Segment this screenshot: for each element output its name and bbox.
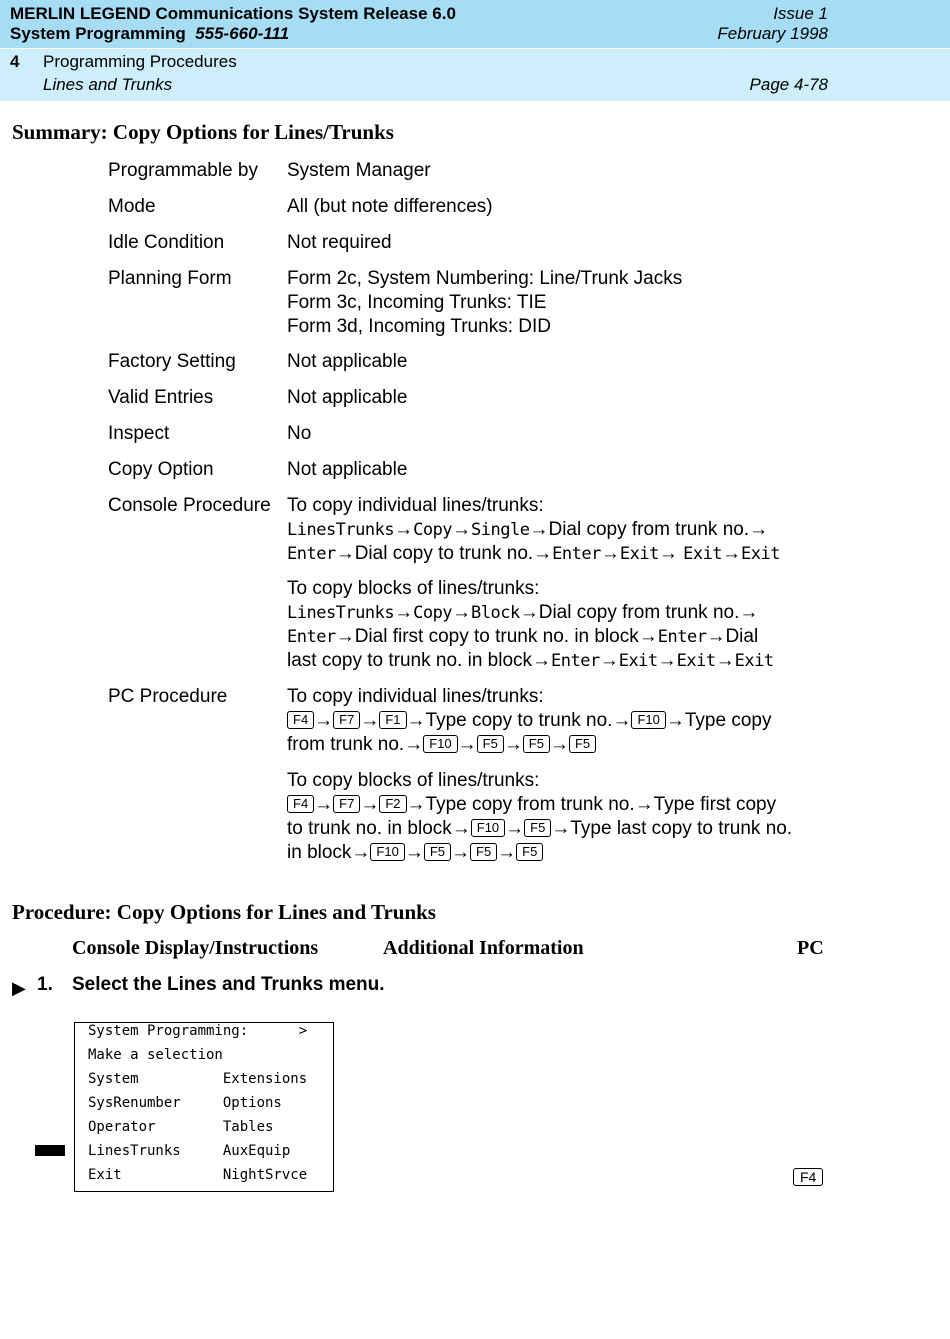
arrow-icon: → (452, 602, 472, 623)
arrow-icon: → (634, 794, 654, 815)
section-bar (0, 49, 950, 101)
key-f10: F10 (370, 843, 404, 861)
col-info-header: Additional Information (383, 937, 584, 959)
inline-text: Dial copy to trunk no. (354, 543, 534, 564)
value-factory-setting: Not applicable (287, 351, 408, 372)
arrow-icon: → (351, 842, 371, 863)
key-label: Enter (551, 651, 600, 671)
arrow-icon: → (406, 710, 426, 731)
arrow-icon: → (657, 650, 677, 671)
inline-text: Type copy from trunk no. (425, 794, 635, 815)
key-f5: F5 (477, 735, 504, 753)
doc-title: MERLIN LEGEND Communications System Release 6.0 (10, 4, 456, 23)
key-f1: F1 (379, 711, 406, 729)
inline-text: System Programming (10, 24, 186, 43)
header-bar (0, 0, 950, 48)
label-factory-setting: Factory Setting (108, 351, 236, 372)
value-idle-condition: Not required (287, 232, 392, 253)
arrow-icon: → (549, 734, 569, 755)
inline-text: Dial (725, 626, 759, 647)
key-f7: F7 (333, 795, 360, 813)
key-label: Exit (741, 544, 780, 564)
pc-block-line3 (287, 841, 543, 865)
arrow-icon: → (739, 602, 759, 623)
key-label: Enter (287, 544, 336, 564)
doc-subtitle (10, 24, 289, 44)
key-label: Exit (619, 544, 659, 564)
key-f5: F5 (424, 843, 451, 861)
label-programmable-by: Programmable by (108, 160, 258, 181)
doc-number: 555-660-111 (195, 24, 290, 43)
value-planning-form-2: Form 3c, Incoming Trunks: TIE (287, 292, 547, 313)
console-block-line1 (287, 601, 758, 625)
inline-text: last copy to trunk no. in block (287, 650, 533, 671)
value-inspect: No (287, 423, 312, 444)
key-label: Copy (413, 520, 453, 540)
console-block-line3 (287, 649, 774, 673)
arrow-icon: → (314, 710, 334, 731)
col-pc-header: PC (797, 937, 824, 959)
console-display (74, 1022, 334, 1192)
key-label: Enter (552, 544, 601, 564)
step-number: 1. (37, 974, 53, 995)
console-individual-line1 (287, 518, 768, 542)
display-line: Exit NightSrvce (88, 1167, 308, 1183)
display-line: Operator Tables (88, 1119, 274, 1135)
arrow-icon: → (451, 818, 471, 839)
key-label: Copy (413, 603, 453, 623)
arrow-icon: → (404, 842, 424, 863)
pc-block-line2 (287, 817, 792, 841)
arrow-icon: → (600, 543, 620, 564)
key-f10: F10 (631, 711, 665, 729)
key-f5: F5 (569, 735, 596, 753)
value-copy-option: Not applicable (287, 459, 408, 480)
arrow-icon: → (335, 543, 355, 564)
label-valid-entries: Valid Entries (108, 387, 214, 408)
arrow-icon: → (451, 842, 470, 863)
key-f5: F5 (470, 843, 497, 861)
key-label: Exit (618, 651, 658, 671)
arrow-icon: → (706, 626, 726, 647)
inline-text: in block (287, 842, 352, 863)
arrow-icon: → (497, 842, 517, 863)
key-label: LinesTrunks (287, 520, 395, 540)
label-idle-condition: Idle Condition (108, 232, 225, 253)
selection-marker (35, 1145, 65, 1156)
pc-key-cell (793, 1168, 823, 1189)
arrow-icon: → (503, 734, 523, 755)
label-console-procedure: Console Procedure (108, 495, 271, 516)
key-f2: F2 (379, 795, 406, 813)
arrow-icon: → (335, 626, 355, 647)
arrow-icon: → (665, 710, 685, 731)
arrow-icon: → (638, 626, 658, 647)
arrow-icon: → (722, 543, 742, 564)
arrow-icon: → (406, 794, 426, 815)
arrow-icon: → (551, 818, 571, 839)
key-f5: F5 (524, 819, 551, 837)
key-f5: F5 (523, 735, 550, 753)
arrow-icon: → (749, 519, 769, 540)
label-mode: Mode (108, 196, 156, 217)
key-f4: F4 (287, 711, 314, 729)
key-f5: F5 (516, 843, 543, 861)
key-label: Enter (657, 627, 707, 647)
key-f4: F4 (793, 1168, 823, 1186)
arrow-icon: → (529, 519, 549, 540)
arrow-icon: → (360, 794, 380, 815)
summary-heading: Summary: Copy Options for Lines/Trunks (12, 120, 394, 144)
arrow-icon: → (532, 650, 552, 671)
arrow-icon: → (599, 650, 619, 671)
arrow-icon: → (394, 602, 414, 623)
arrow-icon: → (658, 543, 678, 564)
key-f7: F7 (333, 711, 360, 729)
value-programmable-by: System Manager (287, 160, 431, 181)
inline-text: Dial copy from trunk no. (538, 602, 740, 623)
pc-individual-line2 (287, 733, 596, 757)
console-individual-intro: To copy individual lines/trunks: (287, 495, 544, 516)
key-label: Enter (287, 627, 336, 647)
key-label: Exit (734, 651, 774, 671)
console-individual-line2 (287, 542, 780, 566)
key-f10: F10 (471, 819, 505, 837)
key-f4: F4 (287, 795, 314, 813)
chapter-title: Programming Procedures (43, 52, 237, 71)
issue: Issue 1 (773, 4, 828, 23)
label-planning-form: Planning Form (108, 268, 232, 289)
key-label: Block (471, 603, 520, 623)
section-title: Lines and Trunks (43, 75, 173, 94)
arrow-icon: → (404, 734, 424, 755)
procedure-heading: Procedure: Copy Options for Lines and Trunks (12, 900, 436, 924)
page-number: Page 4-78 (749, 75, 828, 94)
value-planning-form-3: Form 3d, Incoming Trunks: DID (287, 316, 551, 337)
date: February 1998 (717, 24, 828, 43)
inline-text: Type first copy (653, 794, 777, 815)
pc-block-intro: To copy blocks of lines/trunks: (287, 770, 540, 791)
display-line: Make a selection (88, 1047, 223, 1063)
step-pointer-icon: ▶ (12, 978, 26, 998)
inline-text: Dial copy from trunk no. (548, 519, 750, 540)
label-pc-procedure: PC Procedure (108, 686, 228, 707)
inline-text: Type last copy to trunk no. (570, 818, 793, 839)
inline-text: from trunk no. (287, 734, 405, 755)
display-line: System Programming: > (88, 1023, 308, 1039)
key-f10: F10 (423, 735, 457, 753)
display-line: System Extensions (88, 1071, 308, 1087)
pc-block-line1 (287, 793, 776, 817)
arrow-icon: → (519, 602, 539, 623)
arrow-icon: → (457, 734, 477, 755)
value-valid-entries: Not applicable (287, 387, 408, 408)
display-line: LinesTrunks AuxEquip (88, 1143, 291, 1159)
inline-text: Dial first copy to trunk no. in block (354, 626, 639, 647)
value-planning-form-1: Form 2c, System Numbering: Line/Trunk Jacks (287, 268, 683, 289)
inline-text: Type copy (684, 710, 772, 731)
arrow-icon: → (533, 543, 553, 564)
inline-text: Type copy to trunk no. (425, 710, 613, 731)
value-mode: All (but note differences) (287, 196, 493, 217)
step-text: Select the Lines and Trunks menu. (72, 974, 385, 995)
chapter-number: 4 (10, 52, 20, 71)
key-label: LinesTrunks (287, 603, 395, 623)
console-block-line2 (287, 625, 758, 649)
arrow-icon: → (715, 650, 735, 671)
arrow-icon: → (360, 710, 380, 731)
pc-individual-intro: To copy individual lines/trunks: (287, 686, 544, 707)
arrow-icon: → (505, 818, 525, 839)
arrow-icon: → (612, 710, 632, 731)
key-label: Exit (683, 544, 723, 564)
key-label: Exit (676, 651, 716, 671)
label-inspect: Inspect (108, 423, 170, 444)
arrow-icon: → (394, 519, 414, 540)
arrow-icon: → (452, 519, 472, 540)
pc-individual-line1 (287, 709, 771, 733)
col-console-header: Console Display/Instructions (72, 937, 319, 959)
display-line: SysRenumber Options (88, 1095, 282, 1111)
key-label: Single (471, 520, 530, 540)
arrow-icon: → (314, 794, 334, 815)
inline-text: to trunk no. in block (287, 818, 452, 839)
console-block-intro: To copy blocks of lines/trunks: (287, 578, 540, 599)
label-copy-option: Copy Option (108, 459, 214, 480)
